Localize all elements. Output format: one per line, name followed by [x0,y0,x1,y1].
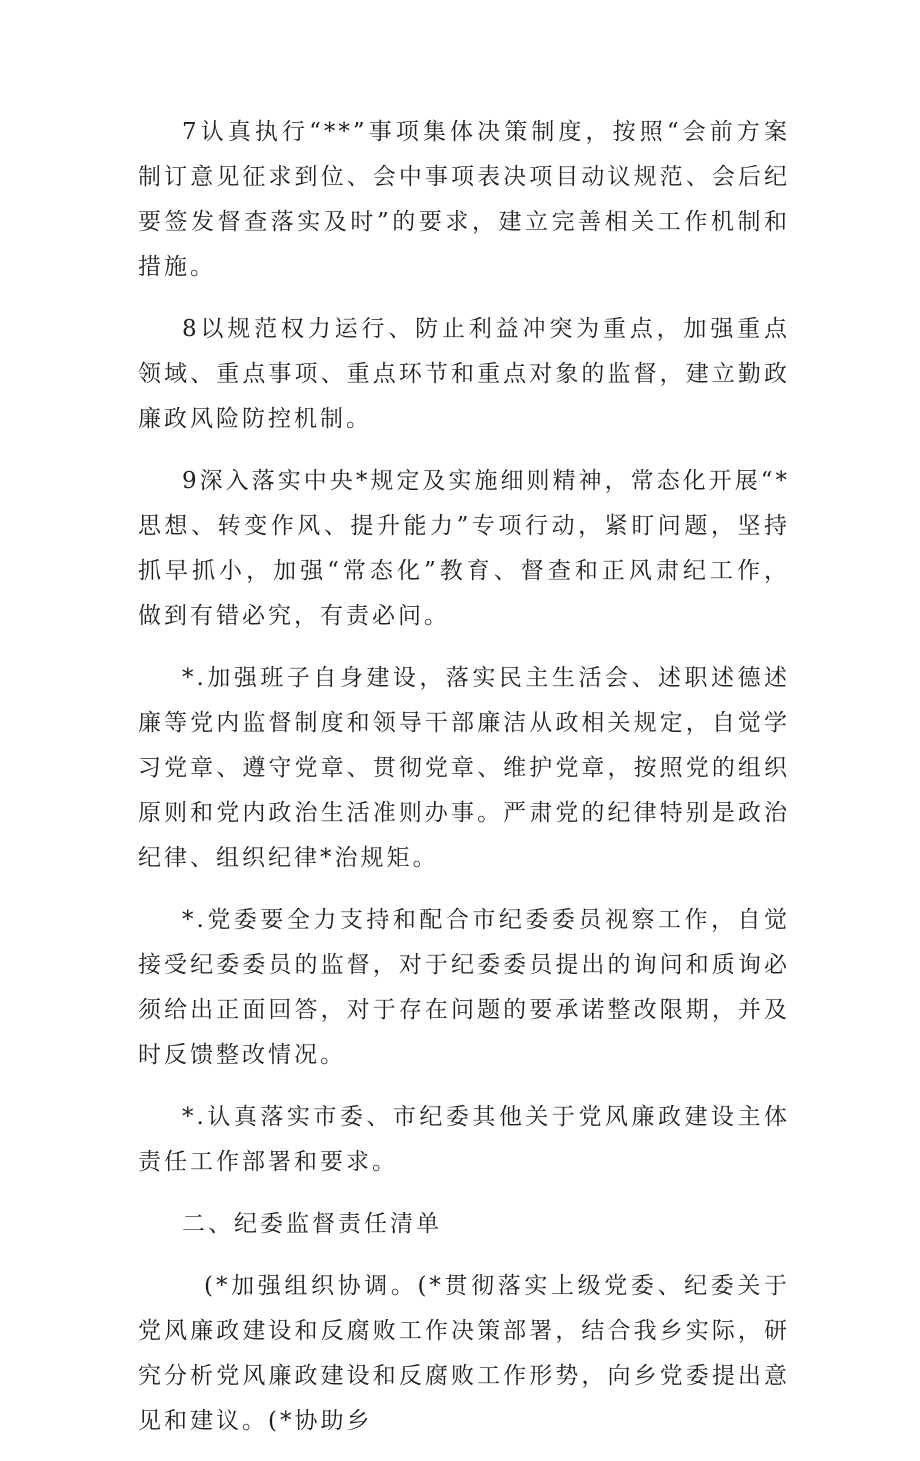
paragraph-organization-coordination: (*加强组织协调。(*贯彻落实上级党委、纪委关于党风廉政建设和反腐败工作决策部署，结合我乡实际，研究分析党风廉政建设和反腐败工作形势，向乡党委提出意见和建议。(*协助乡 [138,1273,790,1434]
paragraph-item-7: 7认真执行“**”事项集体决策制度，按照“会前方案制订意见征求到位、会中事项表决项目动议规范、会后纪要签发督查落实及时”的要求，建立完善相关工作机制和措施。 [138,119,790,280]
paragraph-item-9: 9深入落实中央*规定及实施细则精神，常态化开展“*思想、转变作风、提升能力”专项行动，紧盯问题，坚持抓早抓小，加强“常态化”教育、督查和正风肃纪工作，做到有错必究，有责必问。 [138,468,790,629]
paragraph-support-inspection: *.党委要全力支持和配合市纪委委员视察工作，自觉接受纪委委员的监督，对于纪委委员提出的询问和质询必须给出正面回答，对于存在问题的要承诺整改限期，并及时反馈整改情况。 [138,907,790,1068]
paragraph-item-8: 8以规范权力运行、防止利益冲突为重点，加强重点领域、重点事项、重点环节和重点对象的监督，建立勤政廉政风险防控机制。 [138,316,790,432]
paragraph-implement-deployment: *.认真落实市委、市纪委其他关于党风廉政建设主体责任工作部署和要求。 [138,1104,790,1175]
paragraph-team-building: *.加强班子自身建设，落实民主生活会、述职述德述廉等党内监督制度和领导干部廉洁从政相关规定，自觉学习党章、遵守党章、贯彻党章、维护党章，按照党的组织原则和党内政治生活准则办事。严肃党的纪律特别是政治纪律、组织纪律*治规矩。 [138,665,790,871]
document-body [138,110,790,1461]
section-heading: 二、纪委监督责任清单 [182,1211,442,1237]
